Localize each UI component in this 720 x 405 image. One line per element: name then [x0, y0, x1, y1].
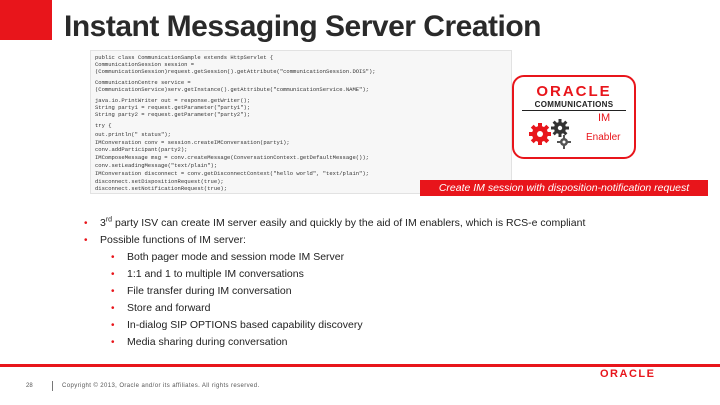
- footer-separator: [52, 381, 53, 391]
- communications-label: COMMUNICATIONS: [534, 100, 614, 109]
- page-title: Instant Messaging Server Creation: [64, 10, 541, 43]
- sub-list-item: [80, 283, 640, 300]
- sub-item-text: Store and forward: [127, 302, 211, 314]
- bullet-icon: •: [84, 218, 88, 229]
- code-line: disconnect.setNotificationRequest(true);: [95, 185, 228, 192]
- code-line: CommunicationCentre service =: [95, 79, 191, 86]
- code-line: public class CommunicationSample extends HttpServlet {: [95, 54, 274, 61]
- page-number: 28: [26, 383, 33, 389]
- bullet-icon: •: [111, 252, 115, 263]
- code-screenshot: [90, 50, 512, 194]
- item-text-start: 3: [100, 217, 106, 229]
- bullet-icon: •: [111, 303, 115, 314]
- sub-item-text: File transfer during IM conversation: [127, 285, 292, 297]
- code-line: out.println(" status");: [95, 131, 171, 138]
- code-line: CommunicationSession session =: [95, 61, 195, 68]
- red-corner-accent: [0, 0, 52, 40]
- code-line: (CommunicationSession)request.getSession().getAttribute("communicationSession.DOIS");: [95, 68, 376, 75]
- code-line: conv.setLeadingMessage("text/plain");: [95, 162, 218, 169]
- list-item: [80, 232, 640, 249]
- code-line: IMComposeMessage msg = conv.createMessage(ConversationContext.getDefaultMessage());: [95, 154, 369, 161]
- bullet-icon: •: [111, 269, 115, 280]
- im-label: IM: [598, 112, 611, 124]
- sub-item-text: 1:1 and 1 to multiple IM conversations: [127, 268, 304, 280]
- sub-item-text: Media sharing during conversation: [127, 336, 288, 348]
- footer-divider: [0, 364, 720, 367]
- sub-item-text: In-dialog SIP OPTIONS based capability discovery: [127, 319, 363, 331]
- code-line: IMConversation conv = session.createIMConversation(party1);: [95, 139, 290, 146]
- item-text: Possible functions of IM server:: [100, 234, 246, 246]
- enabler-label: Enabler: [586, 132, 621, 143]
- bullet-icon: •: [111, 337, 115, 348]
- bullet-list: [80, 215, 640, 351]
- item-text-rest: party ISV can create IM server easily and quickly by the aid of IM enablers, which is RCS-e compliant: [112, 217, 586, 229]
- caption-banner: Create IM session with disposition-notification request: [420, 180, 708, 196]
- gears-icon: [524, 114, 580, 150]
- oracle-footer-logo: ORACLE: [600, 368, 656, 380]
- list-item: [80, 215, 640, 232]
- code-line: IMConversation disconnect = conv.getDisconnectContext("hello world", "text/plain");: [95, 170, 369, 177]
- bullet-icon: •: [111, 286, 115, 297]
- code-line: java.io.PrintWriter out = response.getWriter();: [95, 97, 251, 104]
- code-line: try {: [95, 122, 112, 129]
- oracle-wordmark: ORACLE: [536, 83, 612, 100]
- sub-item-text: Both pager mode and session mode IM Server: [127, 251, 345, 263]
- sub-list-item: [80, 266, 640, 283]
- sub-list-item: [80, 334, 640, 351]
- logo-divider: [522, 110, 626, 111]
- im-enabler-logo: [512, 75, 636, 159]
- bullet-icon: •: [111, 320, 115, 331]
- ordinal-suffix: rd: [105, 216, 113, 224]
- bullet-icon: •: [84, 235, 88, 246]
- copyright-text: Copyright © 2013, Oracle and/or its affiliates. All rights reserved.: [62, 383, 260, 389]
- code-line: String party2 = request.getParameter("party2");: [95, 111, 251, 118]
- code-line: conv.addParticipant(party2);: [95, 146, 188, 153]
- code-line: String party1 = request.getParameter("party1");: [95, 104, 251, 111]
- code-line: (CommunicationService)serv.getInstance().getAttribute("communicationService.NAME");: [95, 86, 369, 93]
- sub-list-item: [80, 249, 640, 266]
- sub-list-item: [80, 317, 640, 334]
- sub-list-item: [80, 300, 640, 317]
- code-line: disconnect.setDispositionRequest(true);: [95, 178, 224, 185]
